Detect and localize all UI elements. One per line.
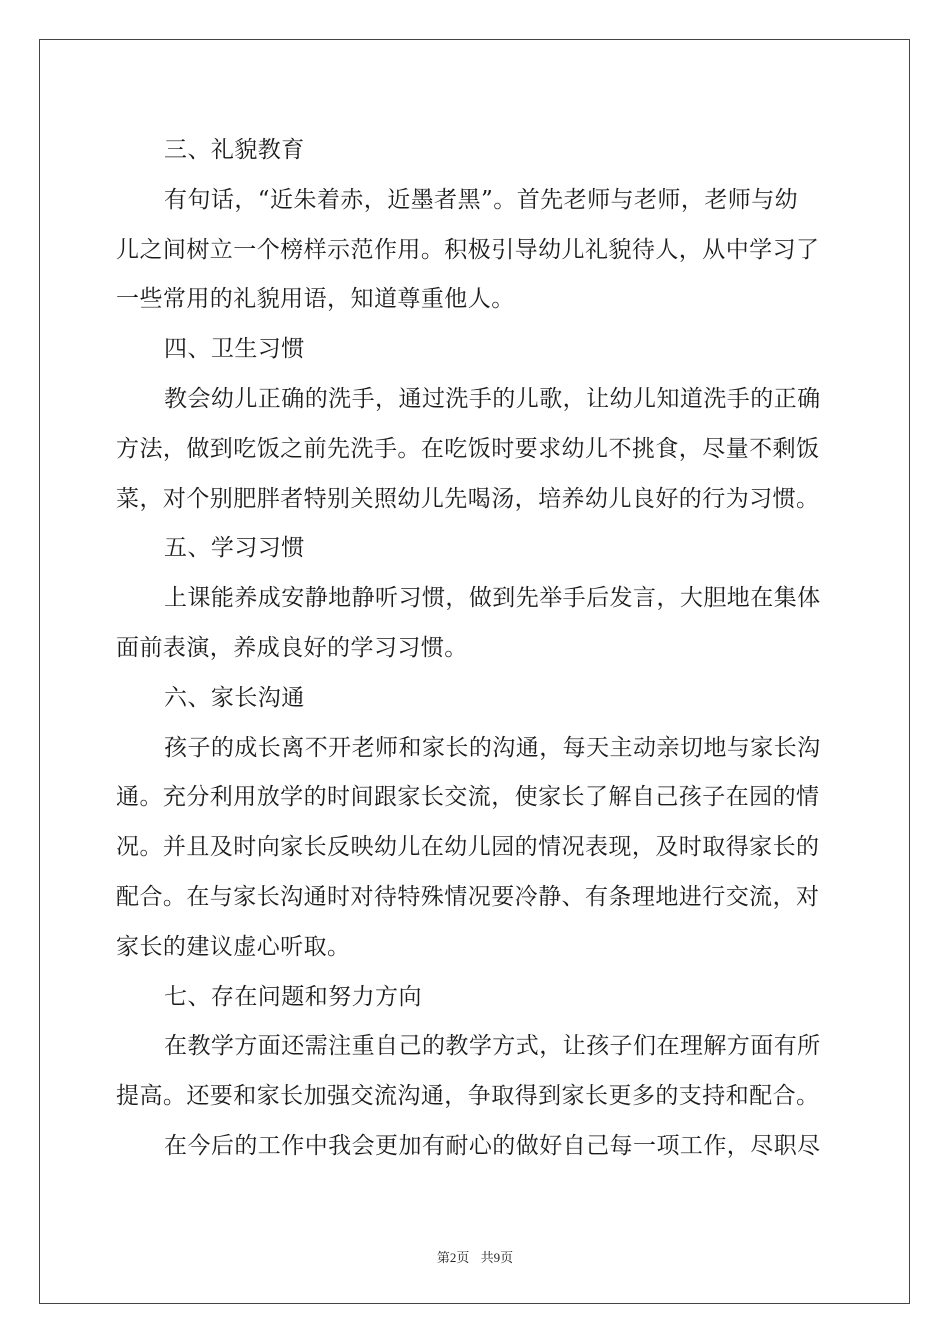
total-pages: 共9页 <box>480 1250 514 1265</box>
section-heading-hygiene: 四、卫生习惯 <box>164 336 305 363</box>
section-heading-etiquette: 三、礼貌教育 <box>164 137 305 163</box>
paragraph-line: 上课能养成安静地静听习惯，做到先举手后发言，大胆地在集体 <box>164 585 821 612</box>
paragraph-line: 教会幼儿正确的洗手，通过洗手的儿歌，让幼儿知道洗手的正确 <box>164 385 821 412</box>
paragraph-line: 在今后的工作中我会更加有耐心的做好自己每一项工作，尽职尽 <box>164 1132 821 1159</box>
paragraph-line: 面前表演，养成良好的学习习惯。 <box>116 634 468 661</box>
paragraph-line: 在教学方面还需注重自己的教学方式，让孩子们在理解方面有所 <box>164 1033 821 1060</box>
paragraph-line: 有句话，“近朱着赤，近墨者黑”。首先老师与老师，老师与幼 <box>164 186 799 213</box>
section-heading-study-habits: 五、学习习惯 <box>164 535 305 562</box>
paragraph-line: 菜，对个别肥胖者特别关照幼儿先喝汤，培养幼儿良好的行为习惯。 <box>116 485 820 512</box>
section-heading-parent-communication: 六、家长沟通 <box>164 684 305 711</box>
paragraph-line: 配合。在与家长沟通时对待特殊情况要冷静、有条理地进行交流，对 <box>116 883 820 910</box>
page-number: 第2页 <box>436 1250 470 1265</box>
section-heading-problems-and-direction: 七、存在问题和努力方向 <box>164 983 422 1010</box>
document-body <box>116 126 836 1172</box>
paragraph-line: 提高。还要和家长加强交流沟通，争取得到家长更多的支持和配合。 <box>116 1083 820 1110</box>
paragraph-line: 儿之间树立一个榜样示范作用。积极引导幼儿礼貌待人，从中学习了 <box>116 236 820 263</box>
paragraph-line: 况。并且及时向家长反映幼儿在幼儿园的情况表现，及时取得家长的 <box>116 834 820 861</box>
paragraph-line: 方法，做到吃饭之前先洗手。在吃饭时要求幼儿不挑食，尽量不剩饭 <box>116 435 820 462</box>
paragraph-line: 一些常用的礼貌用语，知道尊重他人。 <box>116 286 515 313</box>
paragraph-line: 通。充分利用放学的时间跟家长交流，使家长了解自己孩子在园的情 <box>116 784 820 811</box>
page-footer <box>0 1247 950 1266</box>
paragraph-line: 家长的建议虚心听取。 <box>116 933 351 960</box>
paragraph-line: 孩子的成长离不开老师和家长的沟通，每天主动亲切地与家长沟 <box>164 734 821 761</box>
